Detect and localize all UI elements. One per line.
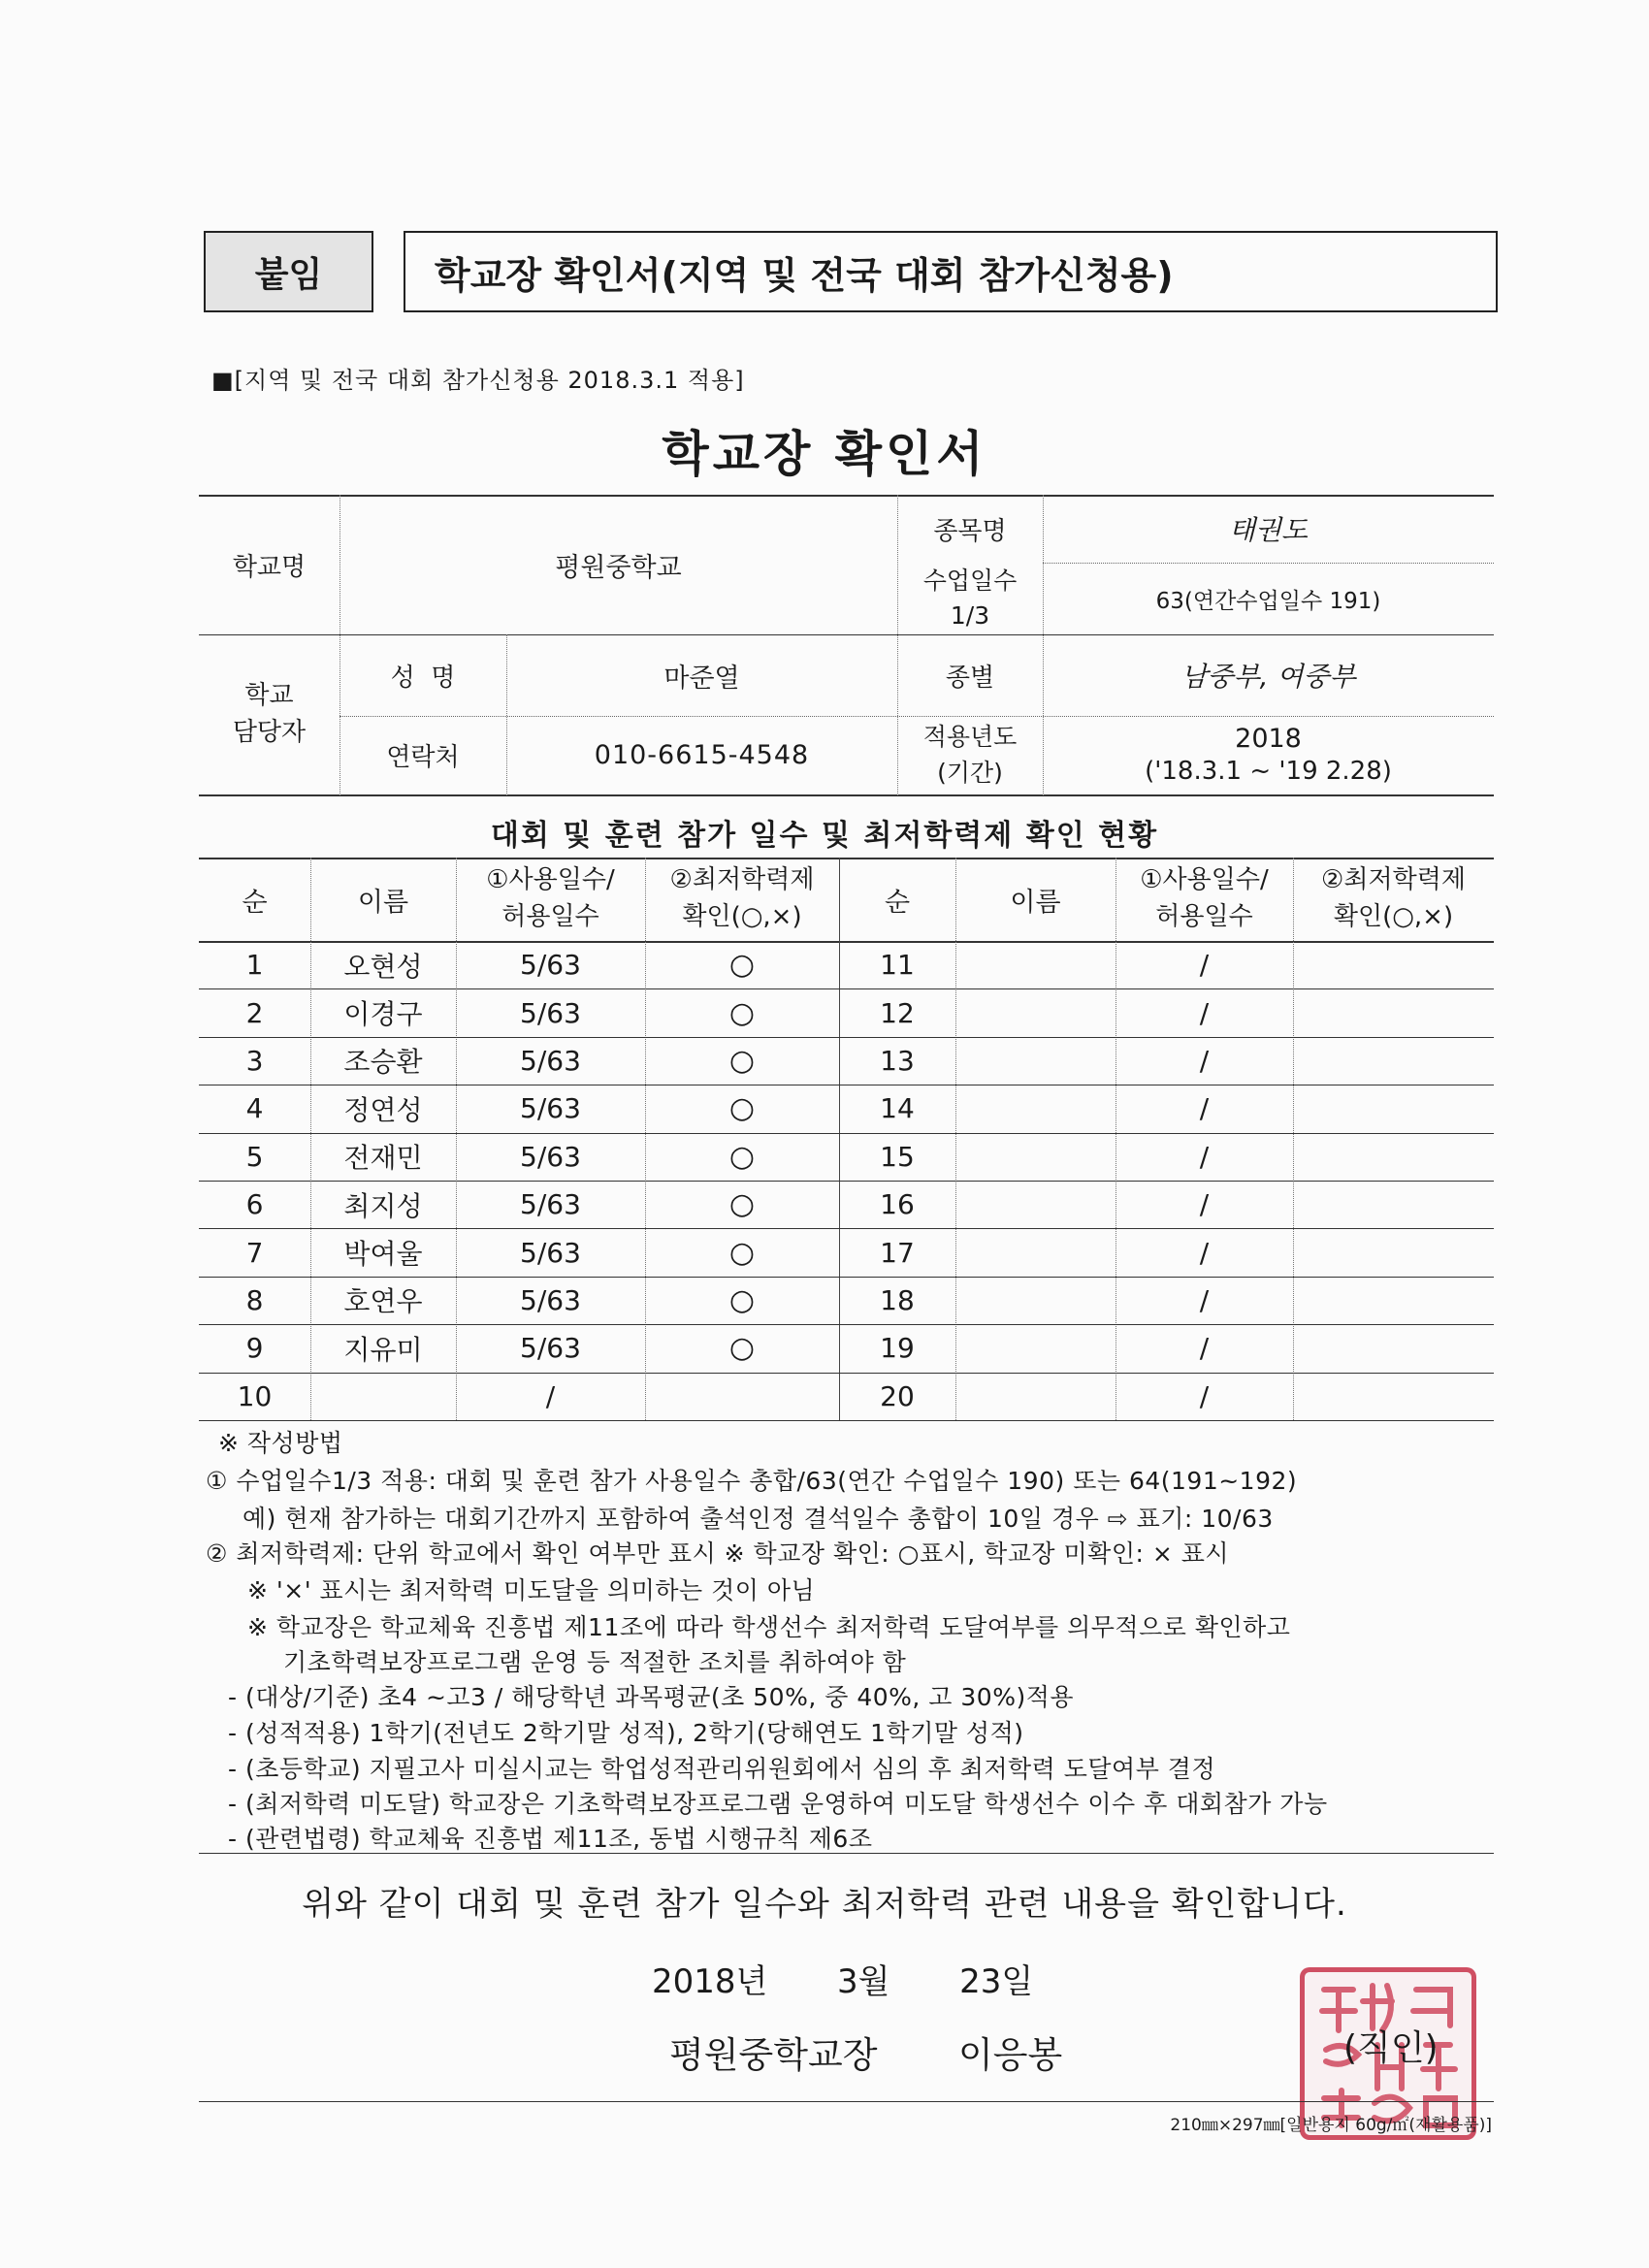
form-note: ■[지역 및 전국 대회 참가신청용 2018.3.1 적용] (211, 367, 745, 394)
table-cell-name: 전재민 (343, 1142, 423, 1175)
table-cell-days: / (1199, 1379, 1210, 1412)
period-value: ('18.3.1 ~ '19 2.28) (1145, 757, 1392, 787)
confirmation-text: 위와 같이 대회 및 훈련 참가 일수와 최저학력 관련 내용을 확인합니다. (302, 1885, 1347, 1924)
table-cell-num: 16 (880, 1188, 915, 1221)
table-cell-num: 19 (880, 1332, 915, 1365)
note-line: - (초등학교) 지필고사 미실시교는 학업성적관리위원회에서 심의 후 최저학력 도달여부 결정 (228, 1755, 1216, 1783)
category-label: 종별 (945, 663, 995, 693)
table-cell-check (1293, 1037, 1494, 1085)
table-cell-check (1293, 1277, 1494, 1324)
footer-divider (199, 2101, 1494, 2102)
table-cell-num: 10 (237, 1379, 273, 1412)
info-table (199, 495, 1494, 795)
table-cell-name: 박여울 (343, 1238, 423, 1271)
table-cell-days: / (545, 1379, 556, 1412)
table-row-border (199, 1420, 1494, 1421)
seal-label: (직인) (1343, 2028, 1439, 2068)
contact-label: 연락처 (386, 743, 460, 772)
header-name-right: 이름 (1010, 887, 1061, 918)
table-cell-name (955, 1228, 1116, 1276)
header-check-left: ②최저학력제 확인(○,×) (669, 865, 815, 931)
table-cell-name (955, 1181, 1116, 1228)
table-cell-check (1293, 1133, 1494, 1181)
table-cell-check (1293, 1181, 1494, 1228)
footer-spec: 210㎜×297㎜[일반용지 60g/㎡(재활용품)] (1170, 2116, 1492, 2135)
table-cell-days: / (1199, 1236, 1210, 1269)
table-cell-name (955, 1277, 1116, 1324)
section-title: 대회 및 훈련 참가 일수 및 최저학력제 확인 현황 (490, 819, 1159, 853)
category-value: 남중부, 여중부 (1180, 661, 1356, 693)
table-cell-check (1293, 1373, 1494, 1420)
table-cell-check: ○ (728, 995, 756, 1030)
year-value: 2018 (1235, 724, 1302, 755)
table-cell-num: 11 (880, 949, 915, 982)
table-cell-name (955, 1324, 1116, 1372)
table-cell-check (1293, 1324, 1494, 1372)
table-cell-check (1293, 988, 1494, 1036)
table-cell-name: 최지성 (343, 1189, 423, 1222)
table-cell-num: 6 (245, 1188, 264, 1221)
note-line: ① 수업일수1/3 적용: 대회 및 훈련 참가 사용일수 총합/63(연간 수업일수 190) 또는 64(191~192) (206, 1467, 1298, 1495)
school-name-value: 평원중학교 (555, 552, 682, 583)
event-label: 종목명 (933, 516, 1007, 546)
table-cell-num: 5 (245, 1140, 264, 1173)
table-cell-check: ○ (728, 1187, 756, 1222)
year-cell (1043, 716, 1494, 794)
table-cell-days: 5/63 (520, 1092, 581, 1125)
year-label: 적용년도 (기간) (922, 723, 1018, 787)
table-cell-days: 5/63 (520, 949, 581, 982)
table-cell-num: 4 (245, 1092, 264, 1125)
table-cell-days: 5/63 (520, 1044, 581, 1077)
table-cell-check: ○ (728, 948, 756, 983)
class-days-value: 63(연간수업일수 191) (1155, 588, 1381, 614)
note-line: ※ 학교장은 학교체육 진흥법 제11조에 따라 학생선수 최저학력 도달여부를 의무적으로 확인하고 (247, 1613, 1291, 1641)
table-cell-days: / (1199, 1332, 1210, 1365)
table-cell-check: ○ (728, 1139, 756, 1174)
class-days-label: 수업일수 1/3 (922, 566, 1018, 630)
table-cell-check: ○ (728, 1091, 756, 1126)
manager-name-label: 성 명 (390, 663, 456, 693)
note-line: 예) 현재 참가하는 대회기간까지 포함하여 출석인정 결석일수 총합이 10일 경우 ⇨ 표기: 10/63 (242, 1505, 1274, 1533)
table-cell-check (1293, 1085, 1494, 1132)
table-cell-check: ○ (728, 1331, 756, 1366)
table-cell-name: 정연성 (343, 1093, 423, 1126)
table-cell-num: 13 (880, 1044, 915, 1077)
table-cell-name (955, 988, 1116, 1036)
note-heading: ※ 작성방법 (218, 1429, 343, 1457)
table-cell-num: 9 (245, 1332, 264, 1365)
table-cell-days: / (1199, 1188, 1210, 1221)
table-cell-name (955, 1373, 1116, 1420)
table-cell-check: ○ (728, 1235, 756, 1270)
event-value: 태권도 (1228, 514, 1309, 546)
table-cell-name (955, 1085, 1116, 1132)
table-cell-num: 1 (245, 949, 264, 982)
signer-name: 이응봉 (957, 2034, 1063, 2076)
note-line: - (관련법령) 학교체육 진흥법 제11조, 동법 시행규칙 제6조 (228, 1825, 873, 1853)
manager-name-value: 마준열 (663, 663, 740, 694)
header-name-left: 이름 (357, 887, 409, 918)
contact-value: 010-6615-4548 (594, 740, 810, 770)
table-cell-name: 호연우 (343, 1285, 423, 1318)
header-title: 학교장 확인서(지역 및 전국 대회 참가신청용) (435, 253, 1174, 297)
header-days-left: ①사용일수/ 허용일수 (486, 865, 615, 931)
header-num-right: 순 (884, 887, 911, 918)
table-cell-days: / (1199, 1140, 1210, 1173)
manager-label: 학교 담당자 (232, 681, 307, 747)
table-cell-num: 2 (245, 996, 264, 1029)
table-cell-check (1293, 941, 1494, 988)
table-cell-days: 5/63 (520, 1188, 581, 1221)
date-day: 23일 (959, 1962, 1034, 2001)
table-cell-num: 18 (880, 1283, 915, 1316)
table-cell-num: 14 (880, 1092, 915, 1125)
note-line: ② 최저학력제: 단위 학교에서 확인 여부만 표시 ※ 학교장 확인: ○표시, 학교장 미확인: × 표시 (206, 1539, 1230, 1568)
note-line: ※ '×' 표시는 최저학력 미도달을 의미하는 것이 아님 (247, 1576, 816, 1604)
table-cell-days: / (1199, 1044, 1210, 1077)
header-check-right: ②최저학력제 확인(○,×) (1321, 865, 1466, 931)
note-line: - (성적적용) 1학기(전년도 2학기말 성적), 2학기(당해연도 1학기말 성적) (228, 1719, 1024, 1747)
header-days-right: ①사용일수/ 허용일수 (1140, 865, 1269, 931)
table-cell-num: 20 (880, 1379, 915, 1412)
attachment-label: 붙임 (254, 254, 323, 295)
table-cell-days: / (1199, 1092, 1210, 1125)
table-cell-num: 12 (880, 996, 915, 1029)
date-line (652, 1955, 1033, 2002)
school-name-label: 학교명 (232, 552, 307, 582)
table-cell-days: 5/63 (520, 1140, 581, 1173)
table-cell-name: 오현성 (343, 950, 423, 983)
table-cell-num: 15 (880, 1140, 915, 1173)
table-cell-num: 8 (245, 1283, 264, 1316)
note-line: - (최저학력 미도달) 학교장은 기초학력보장프로그램 운영하여 미도달 학생선수 이수 후 대회참가 가능 (228, 1790, 1328, 1818)
table-cell-num: 17 (880, 1236, 915, 1269)
divider (199, 1853, 1494, 1854)
table-cell-days: / (1199, 996, 1210, 1029)
header-num-left: 순 (242, 887, 268, 918)
note-line: - (대상/기준) 초4 ~고3 / 해당학년 과목평균(초 50%, 중 40%, 고 30%)적용 (228, 1683, 1074, 1711)
signer-line (669, 2025, 1062, 2078)
table-cell-check: ○ (728, 1282, 756, 1317)
table-cell-name: 이경구 (343, 998, 423, 1031)
table-cell-check: ○ (728, 1043, 756, 1078)
table-cell-check (645, 1373, 839, 1420)
date-month: 3월 (837, 1962, 890, 2001)
signer-school: 평원중학교장 (669, 2034, 878, 2076)
table-cell-name (955, 1133, 1116, 1181)
table-cell-days: 5/63 (520, 1283, 581, 1316)
table-cell-num: 7 (245, 1236, 264, 1269)
attachment-label-box (204, 231, 373, 312)
table-cell-days: 5/63 (520, 996, 581, 1029)
table-cell-name (955, 1037, 1116, 1085)
note-line: 기초학력보장프로그램 운영 등 적절한 조치를 취하여야 함 (283, 1648, 907, 1676)
table-cell-num: 3 (245, 1044, 264, 1077)
date-year: 2018년 (652, 1962, 768, 2001)
table-cell-name (310, 1373, 456, 1420)
table-cell-days: 5/63 (520, 1332, 581, 1365)
table-cell-days: / (1199, 1283, 1210, 1316)
participation-table (199, 858, 1494, 1420)
header-title-box (404, 231, 1498, 312)
table-cell-days: 5/63 (520, 1236, 581, 1269)
table-cell-name: 조승환 (343, 1046, 423, 1079)
table-cell-days: / (1199, 949, 1210, 982)
table-cell-name (955, 941, 1116, 988)
document-title: 학교장 확인서 (662, 426, 987, 482)
table-cell-check (1293, 1228, 1494, 1276)
table-cell-name: 지유미 (343, 1333, 423, 1366)
